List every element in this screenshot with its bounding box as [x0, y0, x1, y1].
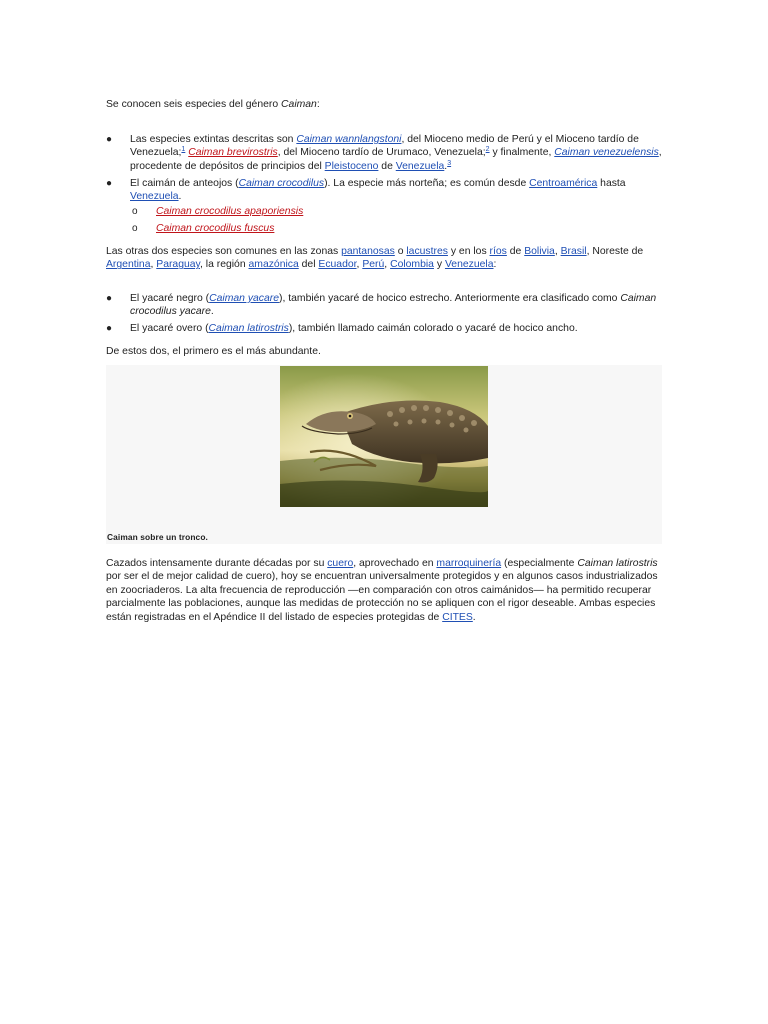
link-cuero[interactable]: cuero [327, 558, 354, 569]
link-pleistoceno[interactable]: Pleistoceno [324, 160, 379, 172]
species-name: Caiman crocodilus yacare [130, 293, 657, 318]
link-venezuela[interactable]: Venezuela [130, 191, 179, 203]
text: o [394, 246, 407, 257]
link-marroquineria[interactable]: marroquinería [436, 558, 502, 569]
caiman-illustration [280, 366, 488, 507]
link-text: Caiman brevirostris [188, 147, 278, 159]
text: ), también yacaré de hocico estrecho. Anteriormente era clasificado como [279, 293, 621, 304]
intro-punct: : [316, 99, 320, 110]
bullet-icon: ● [106, 178, 113, 189]
link-text: Caiman crocodilus [238, 178, 325, 189]
text: Las especies extintas descritas son [130, 134, 297, 145]
text: por ser el de mejor calidad de cuero), hoy se encuentran universalmente protegidos y en algunos casos industrializados en zoocriaderos. La alta frecuencia de reproducción —en comparación con otros caimánidos— ha permitido recuperar parcialmente las poblaciones, aunque las medidas de protección no se apliquen con el rigor deseable. Ambas especies están registradas en el Apéndice II del listado de especies protegidas de [106, 571, 658, 623]
caption-genus: Caiman [107, 532, 138, 542]
link-rios[interactable]: ríos [489, 246, 507, 257]
text: , [554, 246, 561, 257]
link-argentina[interactable]: Argentina [106, 259, 151, 271]
text: . [472, 611, 476, 623]
text: , [384, 259, 391, 271]
link-lacustres[interactable]: lacustres [406, 246, 448, 257]
link-caiman-yacare[interactable] [209, 293, 279, 304]
bullet-icon: ● [106, 323, 113, 334]
text: de [506, 246, 525, 257]
circle-bullet-icon: o [132, 206, 138, 217]
list-item-caiman-yacare [106, 292, 662, 319]
link-caiman-venezuelensis[interactable] [554, 147, 659, 158]
ref-2-link[interactable]: 2 [485, 146, 490, 154]
link-caiman-latirostris[interactable] [209, 323, 289, 334]
link-caiman-wannlangstoni[interactable] [296, 134, 401, 145]
list-item-extinct-species [106, 133, 662, 173]
text: ). La especie más norteña; es común desde [324, 178, 530, 189]
text: El yacaré negro ( [130, 293, 210, 304]
intro-text: Se conocen seis especies del género [106, 99, 282, 110]
text: ), también llamado caimán colorado o yacaré de hocico ancho. [288, 323, 578, 334]
link-bolivia[interactable]: Bolivia [524, 246, 555, 257]
text: (especialmente [501, 558, 578, 569]
link-paraguay[interactable]: Paraguay [156, 259, 200, 271]
text: , Noreste de [586, 246, 644, 257]
text: y finalmente, [489, 147, 555, 159]
list-item-caiman-crocodilus [106, 177, 662, 204]
sublist-item-fuscus [132, 222, 656, 235]
intro-paragraph [106, 98, 662, 111]
text: , del Mioceno tardío de Urumaco, Venezuela; [277, 147, 486, 159]
circle-bullet-icon: o [132, 223, 138, 234]
link-text: Caiman wannlangstoni [296, 134, 402, 145]
link-text: Caiman crocodilus apaporiensis [156, 206, 304, 217]
genus-name: Caiman [281, 99, 317, 110]
text: , [150, 259, 157, 271]
link-peru[interactable]: Perú [362, 259, 385, 271]
conservation-paragraph [106, 557, 662, 624]
link-brasil[interactable]: Brasil [560, 246, 587, 257]
text: : [493, 259, 497, 271]
text: El caimán de anteojos ( [130, 178, 239, 189]
bullet-icon: ● [106, 293, 113, 304]
ref-3-link[interactable]: 3 [447, 159, 452, 167]
link-text: Caiman venezuelensis [554, 147, 659, 159]
text: , aprovechado en [353, 558, 437, 569]
bullet-icon: ● [106, 134, 113, 145]
text: , del Mioceno medio de Perú y el Mioceno tardío de Venezuela; [130, 134, 639, 159]
species-name: Caiman latirostris [577, 558, 658, 569]
text: y en los [447, 246, 490, 257]
text: y [433, 259, 445, 271]
text: , [356, 259, 363, 271]
figure-caption [107, 532, 208, 542]
text: Las otras dos especies son comunes en las zonas [106, 246, 342, 257]
text: , procedente de depósitos de principios del [130, 147, 662, 172]
link-caiman-crocodilus-fuscus[interactable] [156, 223, 274, 234]
abundance-paragraph: De estos dos, el primero es el más abundante. [106, 346, 321, 357]
link-cites[interactable]: CITES [442, 611, 473, 623]
link-ecuador[interactable]: Ecuador [318, 259, 357, 271]
link-venezuela[interactable]: Venezuela [395, 160, 445, 172]
text: . [210, 306, 214, 318]
ref-1-link[interactable]: 1 [181, 146, 186, 154]
link-colombia[interactable]: Colombia [390, 259, 434, 271]
link-text: Caiman crocodilus fuscus [156, 223, 275, 234]
text: hasta [597, 178, 626, 189]
text: Cazados intensamente durante décadas por su [106, 558, 328, 569]
link-amazonica[interactable]: amazónica [248, 259, 299, 271]
link-caiman-crocodilus-apaporiensis[interactable] [156, 206, 303, 217]
link-caiman-brevirostris[interactable] [188, 147, 278, 158]
text: . [444, 160, 448, 172]
link-centroamerica[interactable]: Centroamérica [529, 178, 598, 189]
text: de [378, 160, 396, 172]
sublist-item-apaporiensis [132, 205, 656, 218]
link-text: Caiman latirostris [208, 323, 289, 334]
text: del [298, 259, 319, 271]
figure-box [106, 365, 662, 544]
link-text: Caiman yacare [209, 293, 280, 304]
link-venezuela[interactable]: Venezuela [444, 259, 494, 271]
text: . [178, 191, 182, 203]
caption-text: sobre un tronco. [137, 532, 208, 542]
link-caiman-crocodilus[interactable] [239, 178, 324, 189]
caiman-photo[interactable] [280, 366, 488, 507]
text: El yacaré overo ( [130, 323, 209, 334]
list-item-caiman-latirostris [106, 322, 662, 335]
link-pantanosas[interactable]: pantanosas [341, 246, 395, 257]
habitat-paragraph [106, 245, 662, 272]
text: , la región [199, 259, 249, 271]
